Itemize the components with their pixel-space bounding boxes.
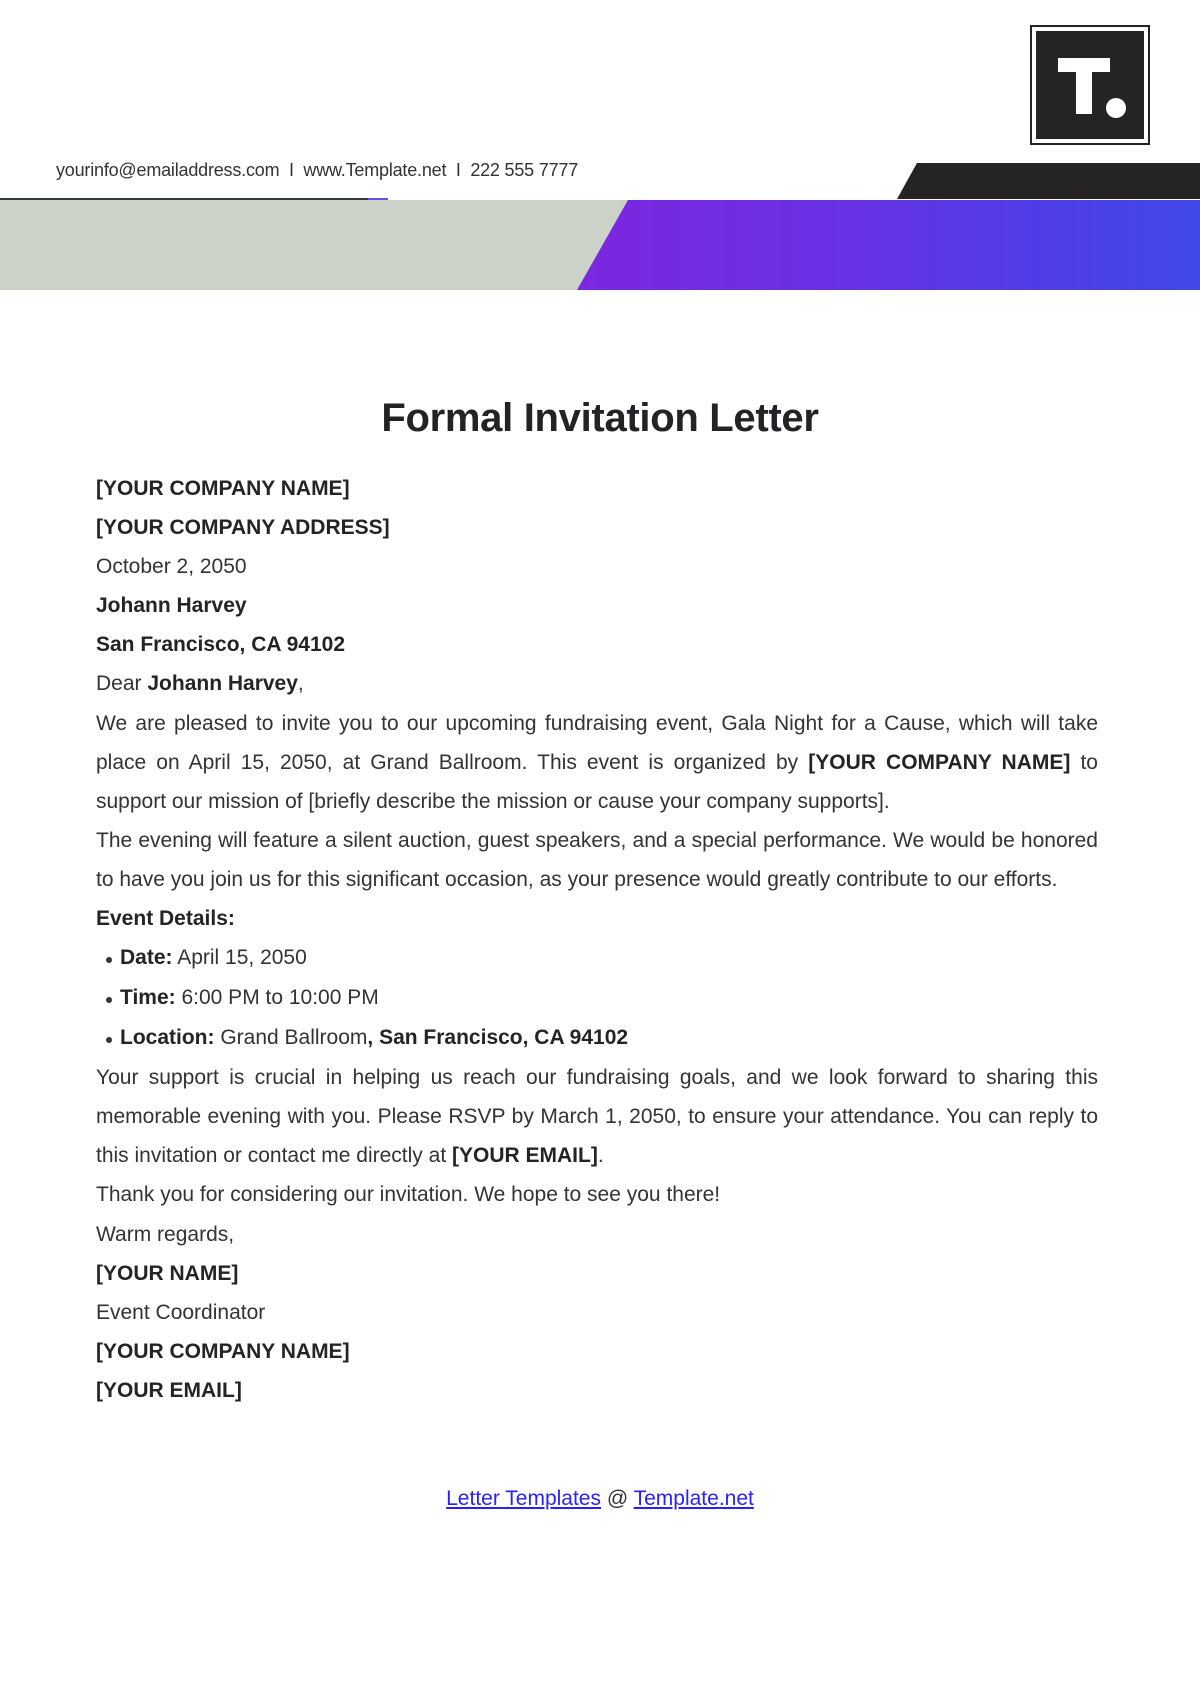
contact-line — [56, 160, 578, 181]
closing: Warm regards, — [96, 1222, 235, 1246]
paragraph-evening: The evening will feature a silent auction, guest speakers, and a special performance. We would be honored to have you join us for this significant occasion, as your presence would greatly contribute to our efforts. — [96, 828, 1098, 891]
signature-name: [YOUR NAME] — [96, 1261, 239, 1285]
contact-email: yourinfo@emailaddress.com — [56, 160, 280, 180]
header-grey-band — [0, 200, 640, 290]
letter-date: October 2, 2050 — [96, 555, 247, 579]
signature-email: [YOUR EMAIL] — [96, 1378, 242, 1402]
footer-at: @ — [601, 1487, 634, 1510]
list-item-location: Location: Grand Ballroom, San Francisco, CA 94102 — [96, 1018, 1098, 1058]
recipient-city: San Francisco, CA 94102 — [96, 633, 346, 657]
page-title: Formal Invitation Letter — [381, 396, 819, 440]
header-gradient-band — [577, 200, 1200, 290]
event-details-heading: Event Details: — [96, 907, 235, 931]
signature-role: Event Coordinator — [96, 1300, 266, 1324]
list-item-date: Date: April 15, 2050 — [96, 938, 1098, 978]
letter-templates-link[interactable]: Letter Templates — [446, 1487, 601, 1510]
footer-attribution — [0, 1487, 1200, 1511]
contact-website: www.Template.net — [303, 160, 447, 180]
thanks-line: Thank you for considering our invitation. We hope to see you there! — [96, 1183, 721, 1207]
list-item-time: Time: 6:00 PM to 10:00 PM — [96, 978, 1098, 1018]
event-details-list — [96, 938, 1098, 1058]
paragraph-invitation: We are pleased to invite you to our upcoming fundraising event, Gala Night for a Cause, which will take place on April 15, 2050, at Grand Ballroom. This event is organized by [YOUR COMPANY NAME] to support our mission of [briefly describe the mission or cause your company supports]. — [96, 711, 1098, 813]
signature-company: [YOUR COMPANY NAME] — [96, 1339, 350, 1363]
logo-mark-icon — [1036, 31, 1144, 139]
paragraph-support: Your support is crucial in helping us reach our fundraising goals, and we look forward to sharing this memorable evening with you. Please RSVP by March 1, 2050, to ensure your attendance. You can reply to this invitation or contact me directly at [YOUR EMAIL]. — [96, 1066, 1098, 1168]
contact-separator: I — [288, 160, 294, 180]
sender-company-name: [YOUR COMPANY NAME] — [96, 477, 350, 500]
header-dark-bar — [897, 163, 1200, 199]
letter-body — [96, 469, 1098, 1410]
salutation: Dear Johann Harvey, — [96, 672, 304, 696]
recipient-name: Johann Harvey — [96, 594, 247, 618]
template-net-link[interactable]: Template.net — [633, 1487, 754, 1510]
sender-company-address: [YOUR COMPANY ADDRESS] — [96, 516, 390, 540]
template-logo — [1030, 25, 1150, 145]
contact-separator: I — [455, 160, 461, 180]
contact-phone: 222 555 7777 — [470, 160, 579, 180]
